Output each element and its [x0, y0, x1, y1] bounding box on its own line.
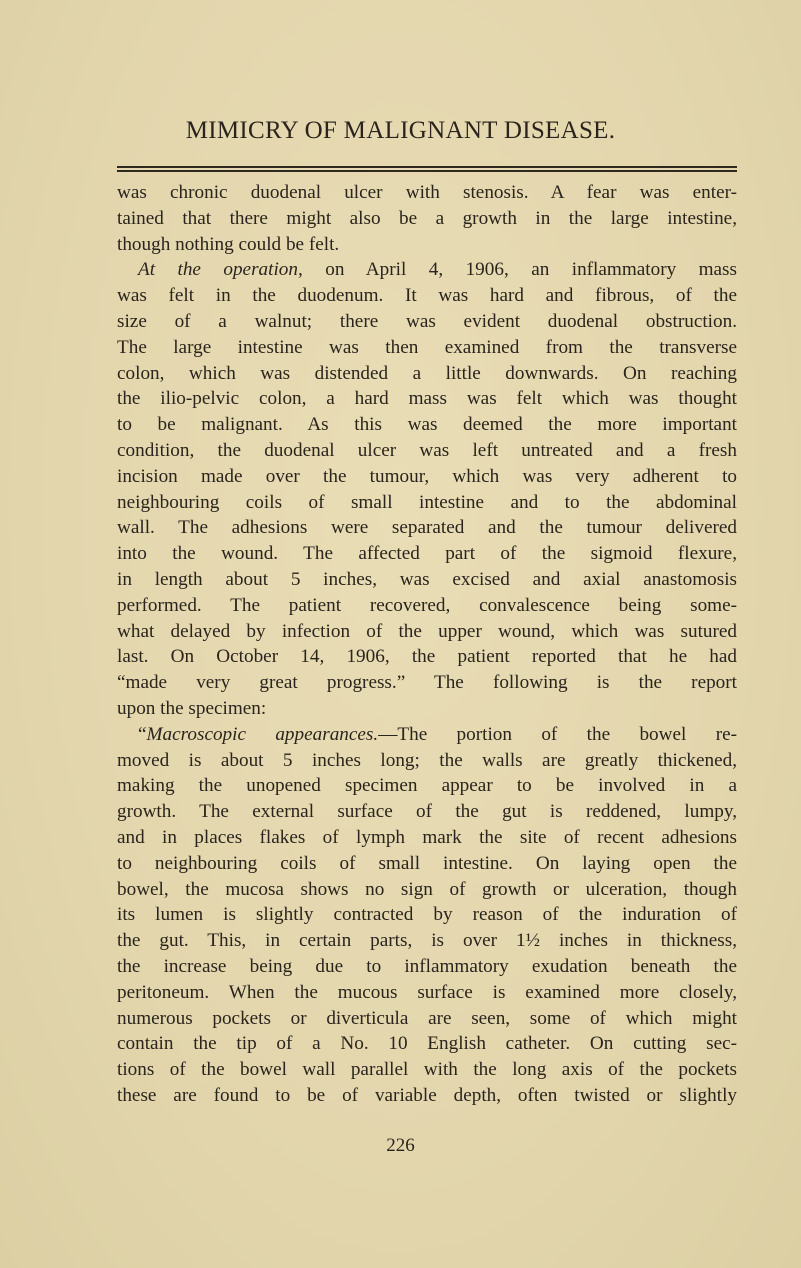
open-quote: “: [138, 723, 147, 745]
text-line: to be malignant. As this was deemed the more important: [117, 414, 737, 436]
page-number: 226: [386, 1135, 415, 1156]
text-line: numerous pockets or diverticula are seen, some of which might: [117, 1007, 737, 1029]
text-line: what delayed by infection of the upper wound, which was sutured: [117, 620, 737, 642]
text-line: the ilio-pelvic colon, a hard mass was felt which was thought: [117, 388, 737, 410]
text-line: its lumen is slightly contracted by reason of the induration of: [117, 904, 737, 926]
text-line: tained that there might also be a growth in the large intestine,: [117, 207, 737, 229]
text-line: last. On October 14, 1906, the patient reported that he had: [117, 646, 737, 668]
text-line: colon, which was distended a little downwards. On reaching: [117, 362, 737, 384]
text-line: the increase being due to inflammatory exudation beneath the: [117, 955, 737, 977]
text-span: on April 4, 1906, an inflammatory mass: [302, 259, 737, 281]
text-line: making the unopened specimen appear to be involved in a: [117, 775, 737, 797]
text-line: “made very great progress.” The following is the report: [117, 672, 737, 694]
text-line: contain the tip of a No. 10 English catheter. On cutting sec-: [117, 1033, 737, 1055]
text-line: the gut. This, in certain parts, is over 1½ inches in thickness,: [117, 930, 737, 952]
text-line: bowel, the mucosa shows no sign of growth or ulceration, though: [117, 878, 737, 900]
text-line: incision made over the tumour, which was very adherent to: [117, 465, 737, 487]
text-line: growth. The external surface of the gut is reddened, lumpy,: [117, 801, 737, 823]
text-line: and in places flakes of lymph mark the site of recent adhesions: [117, 826, 737, 848]
text-line: to neighbouring coils of small intestine. On laying open the: [117, 852, 737, 874]
text-line: upon the specimen:: [117, 697, 267, 719]
text-line: was felt in the duodenum. It was hard and fibrous, of the: [117, 285, 737, 307]
text-line: neighbouring coils of small intestine and to the abdominal: [117, 491, 737, 513]
text-line: peritoneum. When the mucous surface is examined more closely,: [117, 981, 737, 1003]
text-line: The large intestine was then examined from the transverse: [117, 336, 737, 358]
text-line: [117, 257, 737, 283]
text-line: these are found to be of variable depth, often twisted or slightly: [117, 1084, 737, 1106]
body-text: [117, 180, 737, 1109]
text-line: condition, the duodenal ulcer was left untreated and a fresh: [117, 439, 737, 461]
italic-phrase: At the operation,: [138, 259, 303, 281]
text-line: in length about 5 inches, was excised and axial anastomosis: [117, 568, 737, 590]
text-line: into the wound. The affected part of the sigmoid flexure,: [117, 543, 737, 565]
text-span: —The portion of the bowel re-: [378, 723, 737, 745]
text-line: was chronic duodenal ulcer with stenosis. A fear was enter-: [117, 182, 737, 203]
text-line: though nothing could be felt.: [117, 233, 340, 255]
text-line: tions of the bowel wall parallel with the long axis of the pockets: [117, 1059, 737, 1081]
text-line: wall. The adhesions were separated and the tumour delivered: [117, 517, 737, 539]
running-head: MIMICRY OF MALIGNANT DISEASE.: [185, 117, 616, 144]
text-line: [117, 722, 737, 748]
text-line: size of a walnut; there was evident duodenal obstruction.: [117, 310, 737, 332]
text-line: moved is about 5 inches long; the walls are greatly thickened,: [117, 749, 737, 771]
text-line: performed. The patient recovered, convalescence being some-: [117, 594, 737, 616]
header-rule-bottom: [117, 170, 737, 172]
italic-phrase: Macroscopic appearances.: [146, 723, 379, 745]
header-rule-top: [117, 166, 737, 168]
